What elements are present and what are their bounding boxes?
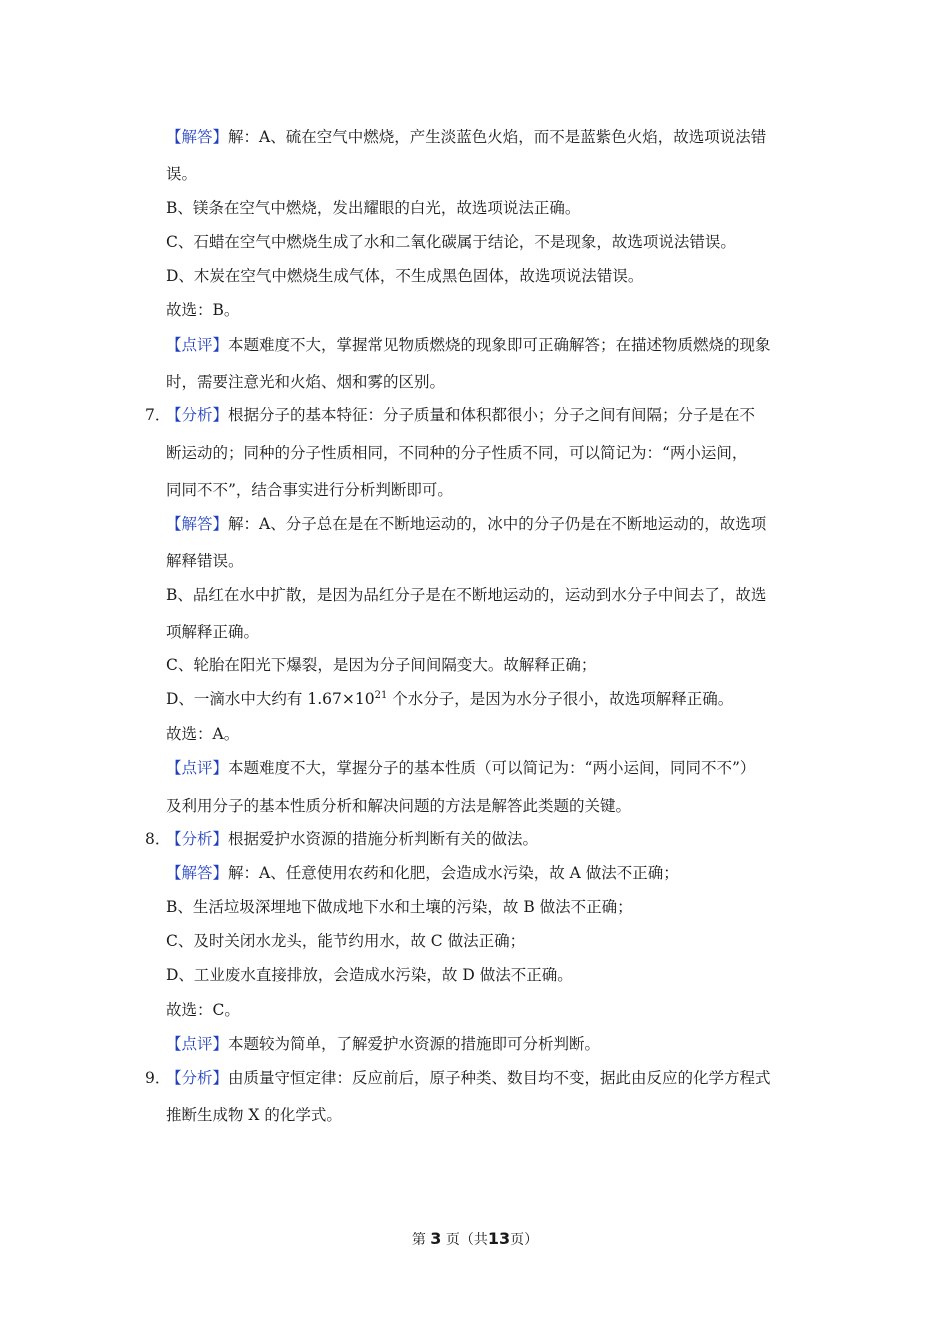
comment-label: 【点评】	[166, 759, 229, 777]
q8-number: 8．	[145, 830, 171, 848]
answer-label: 【解答】	[166, 864, 229, 882]
q8-option-c: C、及时关闭水龙头，能节约用水，故 C 做法正确；	[166, 932, 526, 950]
q6-option-d: D、木炭在空气中燃烧生成气体，不生成黑色固体，故选项说法错误。	[166, 267, 644, 285]
q7-answer-line-1: 【解答】解：A、分子总在是在不断地运动的，冰中的分子仍是在不断地运动的，故选项	[166, 515, 767, 533]
comment-label: 【点评】	[166, 1035, 229, 1053]
answer-label: 【解答】	[166, 515, 229, 533]
current-page-number: 3	[430, 1229, 442, 1248]
q8-analysis: 【分析】根据爱护水资源的措施分析判断有关的做法。	[166, 830, 539, 848]
q7-comment-line-2: 及利用分子的基本性质分析和解决问题的方法是解答此类题的关键。	[166, 797, 632, 815]
q7-number: 7．	[145, 406, 171, 424]
analysis-label: 【分析】	[166, 406, 229, 424]
comment-label: 【点评】	[166, 336, 229, 354]
exponent: 21	[374, 689, 388, 701]
q6-answer-line-2: 误。	[166, 165, 198, 183]
q6-comment-line-2: 时，需要注意光和火焰、烟和雾的区别。	[166, 373, 446, 391]
q6-comment-line-1: 【点评】本题难度不大，掌握常见物质燃烧的现象即可正确解答；在描述物质燃烧的现象	[166, 336, 771, 354]
q7-analysis-line-1: 【分析】根据分子的基本特征：分子质量和体积都很小；分子之间有间隔；分子是在不	[166, 406, 756, 424]
answer-label: 【解答】	[166, 128, 229, 146]
q6-answer-line-1: 【解答】解：A、硫在空气中燃烧，产生淡蓝色火焰，而不是蓝紫色火焰，故选项说法错	[166, 128, 767, 146]
q7-option-b-line-2: 项解释正确。	[166, 623, 260, 641]
q6-option-c: C、石蜡在空气中燃烧生成了水和二氧化碳属于结论，不是现象，故选项说法错误。	[166, 233, 736, 251]
analysis-label: 【分析】	[166, 1069, 229, 1087]
q7-comment-line-1: 【点评】本题难度不大，掌握分子的基本性质（可以简记为：“两小运间，同同不不”）	[166, 759, 756, 777]
q8-option-d: D、工业废水直接排放，会造成水污染，故 D 做法不正确。	[166, 966, 573, 984]
page-footer: 第 3 页（共13页）	[411, 1229, 539, 1248]
q7-answer-line-2: 解释错误。	[166, 552, 244, 570]
q7-final-answer: 故选：A。	[166, 725, 240, 743]
q7-option-c: C、轮胎在阳光下爆裂，是因为分子间间隔变大。故解释正确；	[166, 656, 597, 674]
q7-analysis-line-2: 断运动的；同种的分子性质相同，不同种的分子性质不同，可以简记为：“两小运间，	[166, 444, 748, 462]
analysis-label: 【分析】	[166, 830, 229, 848]
q8-option-b: B、生活垃圾深埋地下做成地下水和土壤的污染，故 B 做法不正确；	[166, 898, 633, 916]
q9-analysis-line-2: 推断生成物 X 的化学式。	[166, 1106, 342, 1124]
q6-option-b: B、镁条在空气中燃烧，发出耀眼的白光，故选项说法正确。	[166, 199, 581, 217]
q9-analysis-line-1: 【分析】由质量守恒定律：反应前后，原子种类、数目均不变，据此由反应的化学方程式	[166, 1069, 771, 1087]
q9-number: 9．	[145, 1069, 171, 1087]
q7-analysis-line-3: 同同不不”，结合事实进行分析判断即可。	[166, 481, 453, 499]
total-page-count: 13	[487, 1229, 511, 1248]
q8-answer: 【解答】解：A、任意使用农药和化肥，会造成水污染，故 A 做法不正确；	[166, 864, 679, 882]
q8-comment: 【点评】本题较为简单，了解爱护水资源的措施即可分析判断。	[166, 1035, 601, 1053]
q7-option-b-line-1: B、品红在水中扩散，是因为品红分子是在不断地运动的，运动到水分子中间去了，故选	[166, 586, 767, 604]
q6-final-answer: 故选：B。	[166, 301, 240, 319]
q8-final-answer: 故选：C。	[166, 1001, 240, 1019]
q7-option-d: D、一滴水中大约有 $1.67\times 10^{21}$ 个水分子，是因为水分子很小，故选项解释正确。	[166, 689, 734, 708]
